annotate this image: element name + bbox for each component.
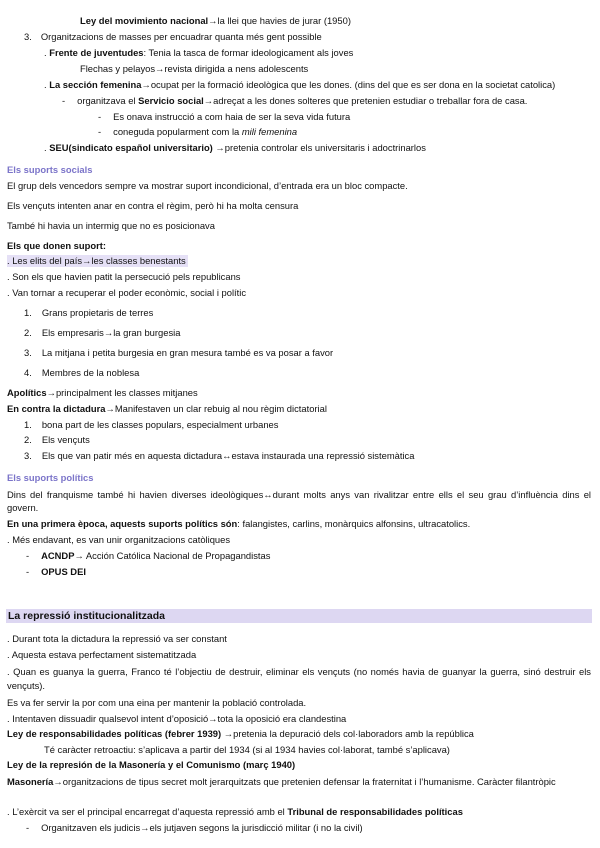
bold-term: OPUS DEI [41, 566, 86, 577]
text-line: . Frente de juventudes: Tenia la tasca de formar ideologicament als joves [44, 47, 354, 58]
bold-term: SEU(sindicato español universitario) [49, 142, 213, 153]
list-item: 3. Els que van patir més en aquesta dictadura↔estava instaurada una repressió sistemàtica [24, 450, 415, 461]
text-line: Ley del movimiento nacional→la llei que havies de jurar (1950) [80, 15, 351, 26]
paragraph: Els que donen suport: [7, 240, 106, 251]
list-item: 2. Els empresaris→la gran burgesia [24, 327, 181, 338]
paragraph: Ley de la represión de la Masonería y el Comunismo (març 1940) [7, 759, 296, 770]
paragraph: . Son els que havien patit la persecució pels republicans [7, 271, 241, 282]
paragraph: Té caràcter retroactiu: s’aplicava a partir del 1934 (si al 1934 havies col·laborat, també s’aplicava) [44, 744, 450, 755]
paragraph: . Durant tota la dictadura la repressió va ser constant [7, 633, 227, 644]
bullet-item: - ACNDP→ Acción Católica Nacional de Propagandistas [26, 550, 271, 561]
paragraph: El grup dels vencedors sempre va mostrar suport incondicional, d’entrada era un bloc compacte. [7, 180, 408, 191]
bold-term: Apolítics [7, 387, 47, 398]
bold-term: Masonería [7, 776, 54, 787]
section-heading: Els suports polítics [7, 472, 94, 483]
section-title: La repressió institucionalitzada [8, 610, 165, 622]
highlighted-line: . Les elits del país→les classes benestants [7, 255, 186, 266]
bold-term: En una primera època, aquests suports polítics són [7, 518, 238, 529]
numbered-item: 3. Organitzacions de masses per encuadrar quanta més gent possible [24, 31, 322, 42]
list-item: 2. Els vençuts [24, 434, 90, 445]
bold-term: ACNDP [41, 550, 75, 561]
bold-term: La sección femenina [49, 79, 142, 90]
bullet-item: - Organitzaven els judicis→els jutjaven segons la jurisdicció militar (i no la civil) [26, 822, 363, 833]
bullet-item: - Es onava instrucció a com haia de ser la seva vida futura [98, 111, 351, 122]
text-line: Apolítics→principalment les classes mitjanes [7, 387, 198, 398]
bold-term: Ley del movimiento nacional [80, 15, 209, 26]
paragraph: . Intentaven dissuadir qualsevol intent d’oposició→tota la oposició era clandestina [7, 713, 347, 724]
paragraph: Masonería→organitzacions de tipus secret molt jerarquitzats que pretenien defensar la fraternitat i l’humanisme. Caràcter filantròpic [7, 776, 556, 787]
list-item: 1. Grans propietaris de terres [24, 307, 154, 318]
bullet-item: - coneguda popularment com la mili femenina [98, 126, 298, 137]
paragraph: Dins del franquisme també hi havien diverses ideològiques↔durant molts anys van rivalitzar entre ells el seu grau d’influència dins el govern. [7, 489, 591, 513]
paragraph: També hi havia un intermig que no es posicionava [7, 220, 215, 231]
section-heading: Els suports socials [7, 164, 93, 175]
paragraph: . Quan es guanya la guerra, Franco té l’objectiu de destruir, eliminar els vençuts (no només havia de guanyar la guerra, sinó destruir els vençuts). [7, 666, 591, 691]
text-line: . SEU(sindicato español universitario) →pretenia controlar els universitaris i adoctrinarlos [44, 142, 426, 153]
bullet-item: - OPUS DEI [26, 566, 86, 577]
bold-term: Servicio social [138, 95, 204, 106]
list-item: 4. Membres de la noblesa [24, 367, 140, 378]
paragraph: . Més endavant, es van unir organitzacions catòliques [7, 534, 231, 545]
bullet-item: - organitzava el Servicio social→adreçat a les dones solteres que pretenien estudiar o treballar fora de casa. [62, 95, 528, 106]
text-line: En contra la dictadura→Manifestaven un clar rebuig al nou règim dictatorial [7, 403, 327, 414]
text-line: . La sección femenina→ocupat per la formació ideològica que les dones. (dins del que es ser dona en la societat catolica) [44, 79, 556, 90]
bold-term: Frente de juventudes [49, 47, 144, 58]
list-item: 3. La mitjana i petita burgesia en gran mesura també es va posar a favor [24, 347, 334, 358]
paragraph: . Van tornar a recuperar el poder econòmic, social i polític [7, 287, 247, 298]
list-item: 1. bona part de les classes populars, especialment urbanes [24, 419, 279, 430]
text-line: Ley de responsabilidades políticas (febrer 1939) →pretenia la depuració dels col·laboradors amb la república [7, 728, 474, 739]
paragraph: . Aquesta estava perfectament sistematitzada [7, 649, 197, 660]
bold-term: Ley de responsabilidades políticas (febrer 1939) [7, 728, 222, 739]
text-line: En una primera època, aquests suports polítics són: falangistes, carlins, monàrquics alfonsins, ultracatolics. [7, 518, 471, 529]
paragraph: Els vençuts intenten anar en contra el règim, però hi ha molta censura [7, 200, 299, 211]
text-line: Flechas y pelayos→revista dirigida a nens adolescents [80, 63, 309, 74]
bold-term: En contra la dictadura [7, 403, 106, 414]
bold-term: Tribunal de responsabilidades políticas [287, 806, 463, 817]
text-line: . L’exèrcit va ser el principal encarregat d’aquesta repressió amb el Tribunal de responsabilidades políticas [7, 806, 463, 817]
paragraph: Es va fer servir la por com una eina per mantenir la població controlada. [7, 697, 307, 708]
